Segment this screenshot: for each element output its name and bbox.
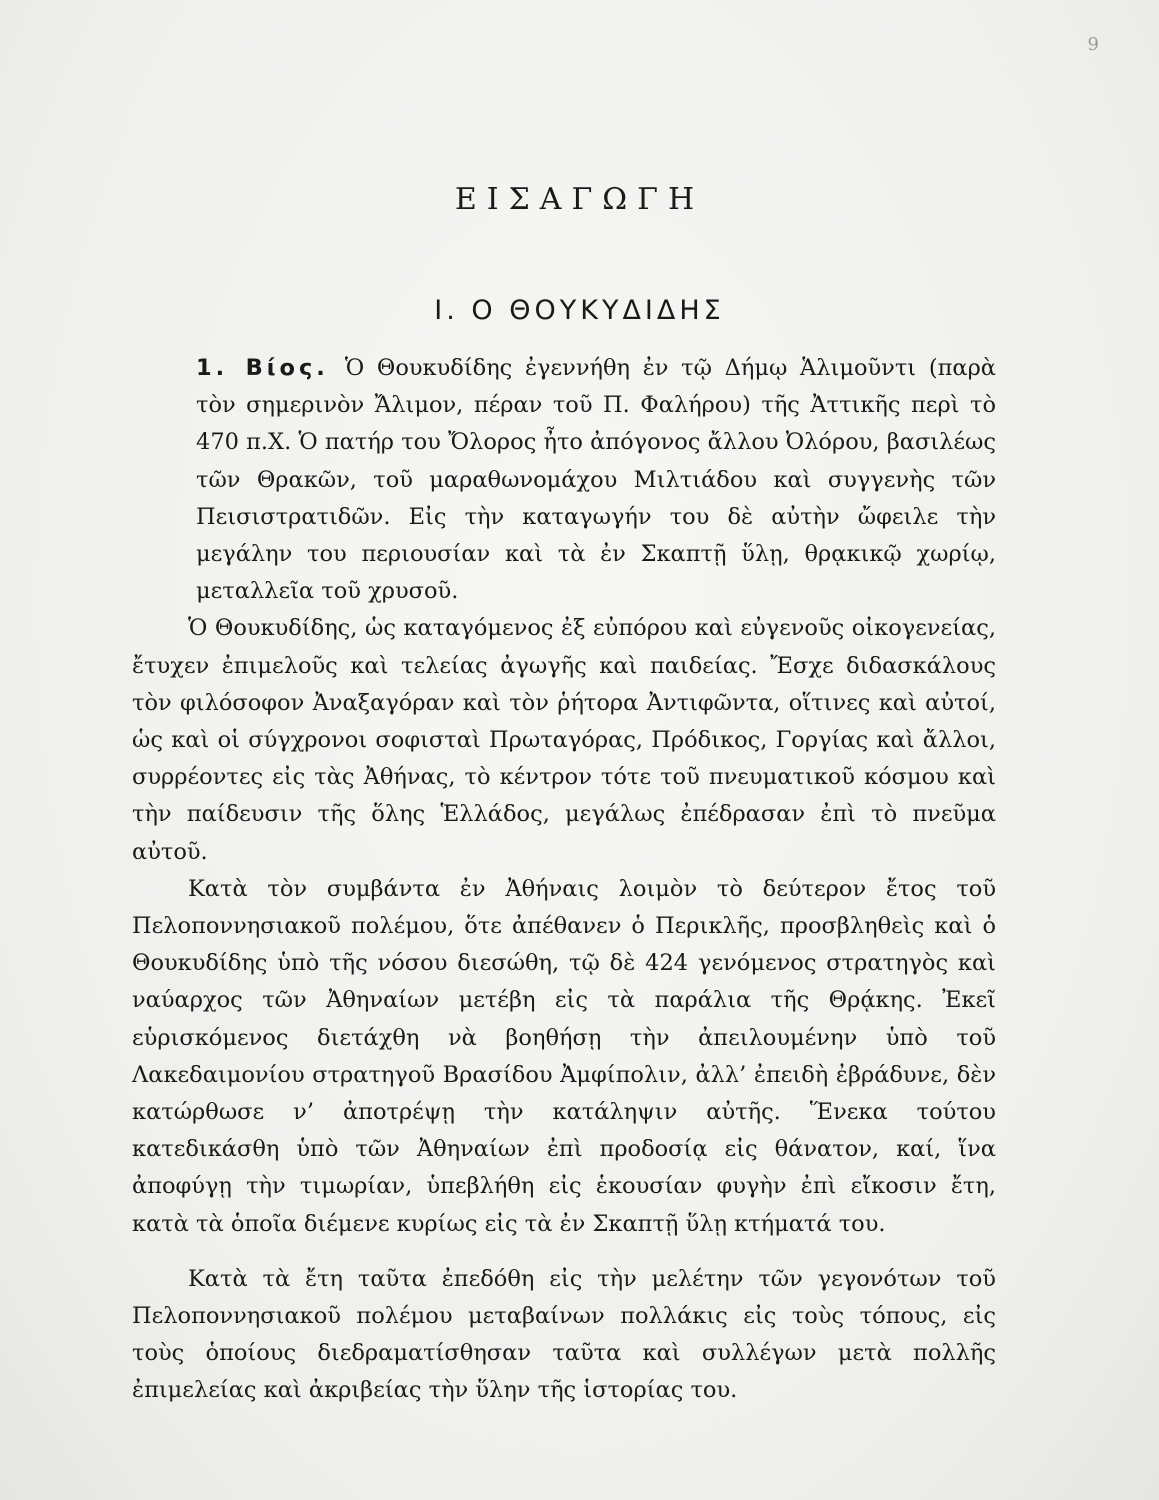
paragraph-text: Ὁ Θουκυδίδης ἐγεννήθη ἐν τῷ Δήμῳ Ἁλιμοῦντι (παρὰ τὸν σημερινὸν Ἄλιμον, πέραν τοῦ Π. Φαλήρου) τῆς Ἀττικῆς περὶ τὸ 470 π.Χ. Ὁ πατήρ του Ὄλορος ἦτο ἀπόγονος ἄλλου Ὀλόρου, βασιλέως τῶν Θρακῶν, τοῦ μαραθωνομάχου Μιλτιάδου καὶ συγγενὴς τῶν Πεισιστρατιδῶν. Εἰς τὴν καταγωγήν του δὲ αὐτὴν ὤφειλε τὴν μεγάλην του περιουσίαν καὶ τὰ ἐν Σκαπτῇ ὕλῃ, θρᾳκικῷ χωρίῳ, μεταλλεῖα τοῦ χρυσοῦ. [196,355,997,605]
body-text [132,350,996,1410]
paragraph-research: Κατὰ τὰ ἔτη ταῦτα ἐπεδόθη εἰς τὴν μελέτην τῶν γεγονότων τοῦ Πελοποννησιακοῦ πολέμου μεταβαίνων πολλάκις εἰς τοὺς τόπους, εἰς τοὺς ὁποίους διεδραματίσθησαν ταῦτα καὶ συλλέγων μετὰ πολλῆς ἐπιμελείας καὶ ἀκριβείας τὴν ὕλην τῆς ἱστορίας του. [132,1265,996,1404]
paragraph-plague-and-exile: Κατὰ τὸν συμβάντα ἐν Ἀθήναις λοιμὸν τὸ δεύτερον ἔτος τοῦ Πελοποννησιακοῦ πολέμου, ὅτε ἀπέθανεν ὁ Περικλῆς, προσβληθεὶς καὶ ὁ Θουκυδίδης ὑπὸ τῆς νόσου διεσώθη, τῷ δὲ 424 γενόμενος στρατηγὸς καὶ ναύαρχος τῶν Ἀθηναίων μετέβη εἰς τὰ παράλια τῆς Θρᾴκης. Ἐκεῖ εὑρισκόμενος διετάχθη νὰ βοηθήσῃ τὴν ἀπειλουμένην ὑπὸ τοῦ Λακεδαιμονίου στρατηγοῦ Βρασίδου Ἀμφίπολιν, ἀλλ’ ἐπειδὴ ἐβράδυνε, δὲν κατώρθωσε ν’ ἀποτρέψῃ τὴν κατάληψιν αὐτῆς. Ἕνεκα τούτου κατεδικάσθη ὑπὸ τῶν Ἀθηναίων ἐπὶ προδοσίᾳ εἰς θάνατον, καί, ἵνα ἀποφύγῃ τὴν τιμωρίαν, ὑπεβλήθη εἰς ἑκουσίαν φυγὴν ἐπὶ εἴκοσιν ἔτη, κατὰ τὰ ὁποῖα διέμενε κυρίως εἰς τὰ ἐν Σκαπτῇ ὕλῃ κτήματά του. [132,875,996,1237]
page-number: 9 [1087,34,1099,55]
paragraph-education: Ὁ Θουκυδίδης, ὡς καταγόμενος ἐξ εὐπόρου καὶ εὐγενοῦς οἰκογενείας, ἔτυχεν ἐπιμελοῦς καὶ τελείας ἀγωγῆς καὶ παιδείας. Ἔσχε διδασκάλους τὸν φιλόσοφον Ἀναξαγόραν καὶ τὸν ῥήτορα Ἀντιφῶντα, οἵτινες καὶ αὐτοί, ὡς καὶ οἱ σύγχρονοι σοφισταὶ Πρωταγόρας, Πρόδικος, Γοργίας καὶ ἄλλοι, συρρέοντες εἰς τὰς Ἀθήνας, τὸ κέντρον τότε τοῦ πνευματικοῦ κόσμου καὶ τὴν παίδευσιν τῆς ὅλης Ἑλλάδος, μεγάλως ἐπέδρασαν ἐπὶ τὸ πνεῦμα αὐτοῦ. [132,615,996,865]
paragraph-biography [132,350,996,610]
section-heading: Ι. Ο ΘΟΥΚΥΔΙΔΗΣ [434,295,725,326]
chapter-title: ΕΙΣΑΓΩΓΗ [454,182,705,217]
paragraph-lead-heading: 1. Βίος. [196,355,329,381]
